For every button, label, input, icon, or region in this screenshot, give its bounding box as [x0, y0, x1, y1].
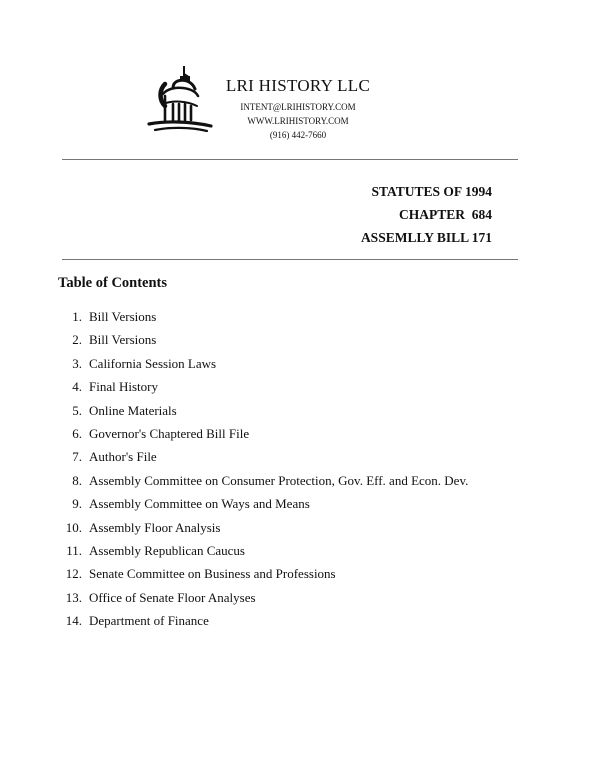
toc-item: [58, 469, 468, 492]
toc-item-label: Senate Committee on Business and Professions: [89, 566, 336, 582]
statute-chapter: CHAPTER 684: [398, 207, 492, 222]
toc-item: [58, 328, 468, 351]
statute-bill: ASSEMLLY BILL 171: [360, 230, 492, 245]
company-email: INTENT@LRIHISTORY.COM: [240, 102, 356, 112]
toc-item: [58, 422, 468, 445]
toc-item-number: 7.: [72, 449, 82, 465]
company-phone: (916) 442-7660: [269, 130, 327, 140]
toc-item-label: Assembly Committee on Ways and Means: [89, 496, 310, 512]
toc-item-number: 1.: [72, 309, 82, 324]
toc-item-number: 9.: [72, 496, 82, 512]
toc-item-label: Assembly Committee on Consumer Protection, Gov. Eff. and Econ. Dev.: [89, 472, 469, 488]
toc-list: [58, 305, 468, 632]
toc-item-number: 8.: [72, 472, 82, 488]
toc-item-number: 11.: [66, 542, 82, 558]
toc-item-label: Final History: [89, 379, 158, 395]
company-website: WWW.LRIHISTORY.COM: [247, 116, 349, 126]
toc-item-number: 4.: [72, 379, 82, 395]
company-header: [200, 76, 396, 142]
toc-item-label: Department of Finance: [89, 613, 209, 629]
toc-item-number: 12.: [65, 566, 82, 582]
toc-item-label: California Session Laws: [89, 355, 217, 371]
toc-item-label: Bill Versions: [89, 332, 157, 348]
toc-item: [58, 305, 468, 328]
toc-item-label: Assembly Republican Caucus: [89, 542, 245, 558]
toc-item: [58, 352, 468, 375]
toc-item: [58, 375, 468, 398]
statute-info: [361, 180, 492, 249]
toc-item-label: Assembly Floor Analysis: [89, 519, 221, 535]
toc-item-number: 6.: [72, 425, 82, 441]
toc-item-number: 14.: [65, 613, 82, 629]
toc-item-label: Bill Versions: [89, 309, 157, 324]
toc-item: [58, 609, 468, 632]
toc-item: [58, 516, 468, 539]
toc-item: [58, 399, 468, 422]
statute-year: STATUTES OF 1994: [371, 184, 492, 199]
toc-item: [58, 539, 468, 562]
statute-divider: [62, 259, 518, 260]
toc-item-number: 5.: [72, 402, 82, 418]
toc-item: [58, 445, 468, 468]
toc-title: Table of Contents: [58, 275, 168, 291]
toc-item-label: Author's File: [89, 449, 157, 465]
toc-item: [58, 562, 468, 585]
toc-item: [58, 492, 468, 515]
toc-item-number: 2.: [72, 332, 82, 348]
header-divider: [62, 159, 518, 160]
toc-item-label: Office of Senate Floor Analyses: [89, 589, 256, 605]
company-name: LRI HISTORY LLC: [225, 76, 371, 95]
toc-item-number: 3.: [72, 355, 82, 371]
toc-item-number: 10.: [65, 519, 82, 535]
toc-item-number: 13.: [65, 589, 82, 605]
toc-item: [58, 586, 468, 609]
toc-item-label: Governor's Chaptered Bill File: [89, 425, 250, 441]
toc-item-label: Online Materials: [89, 402, 177, 418]
